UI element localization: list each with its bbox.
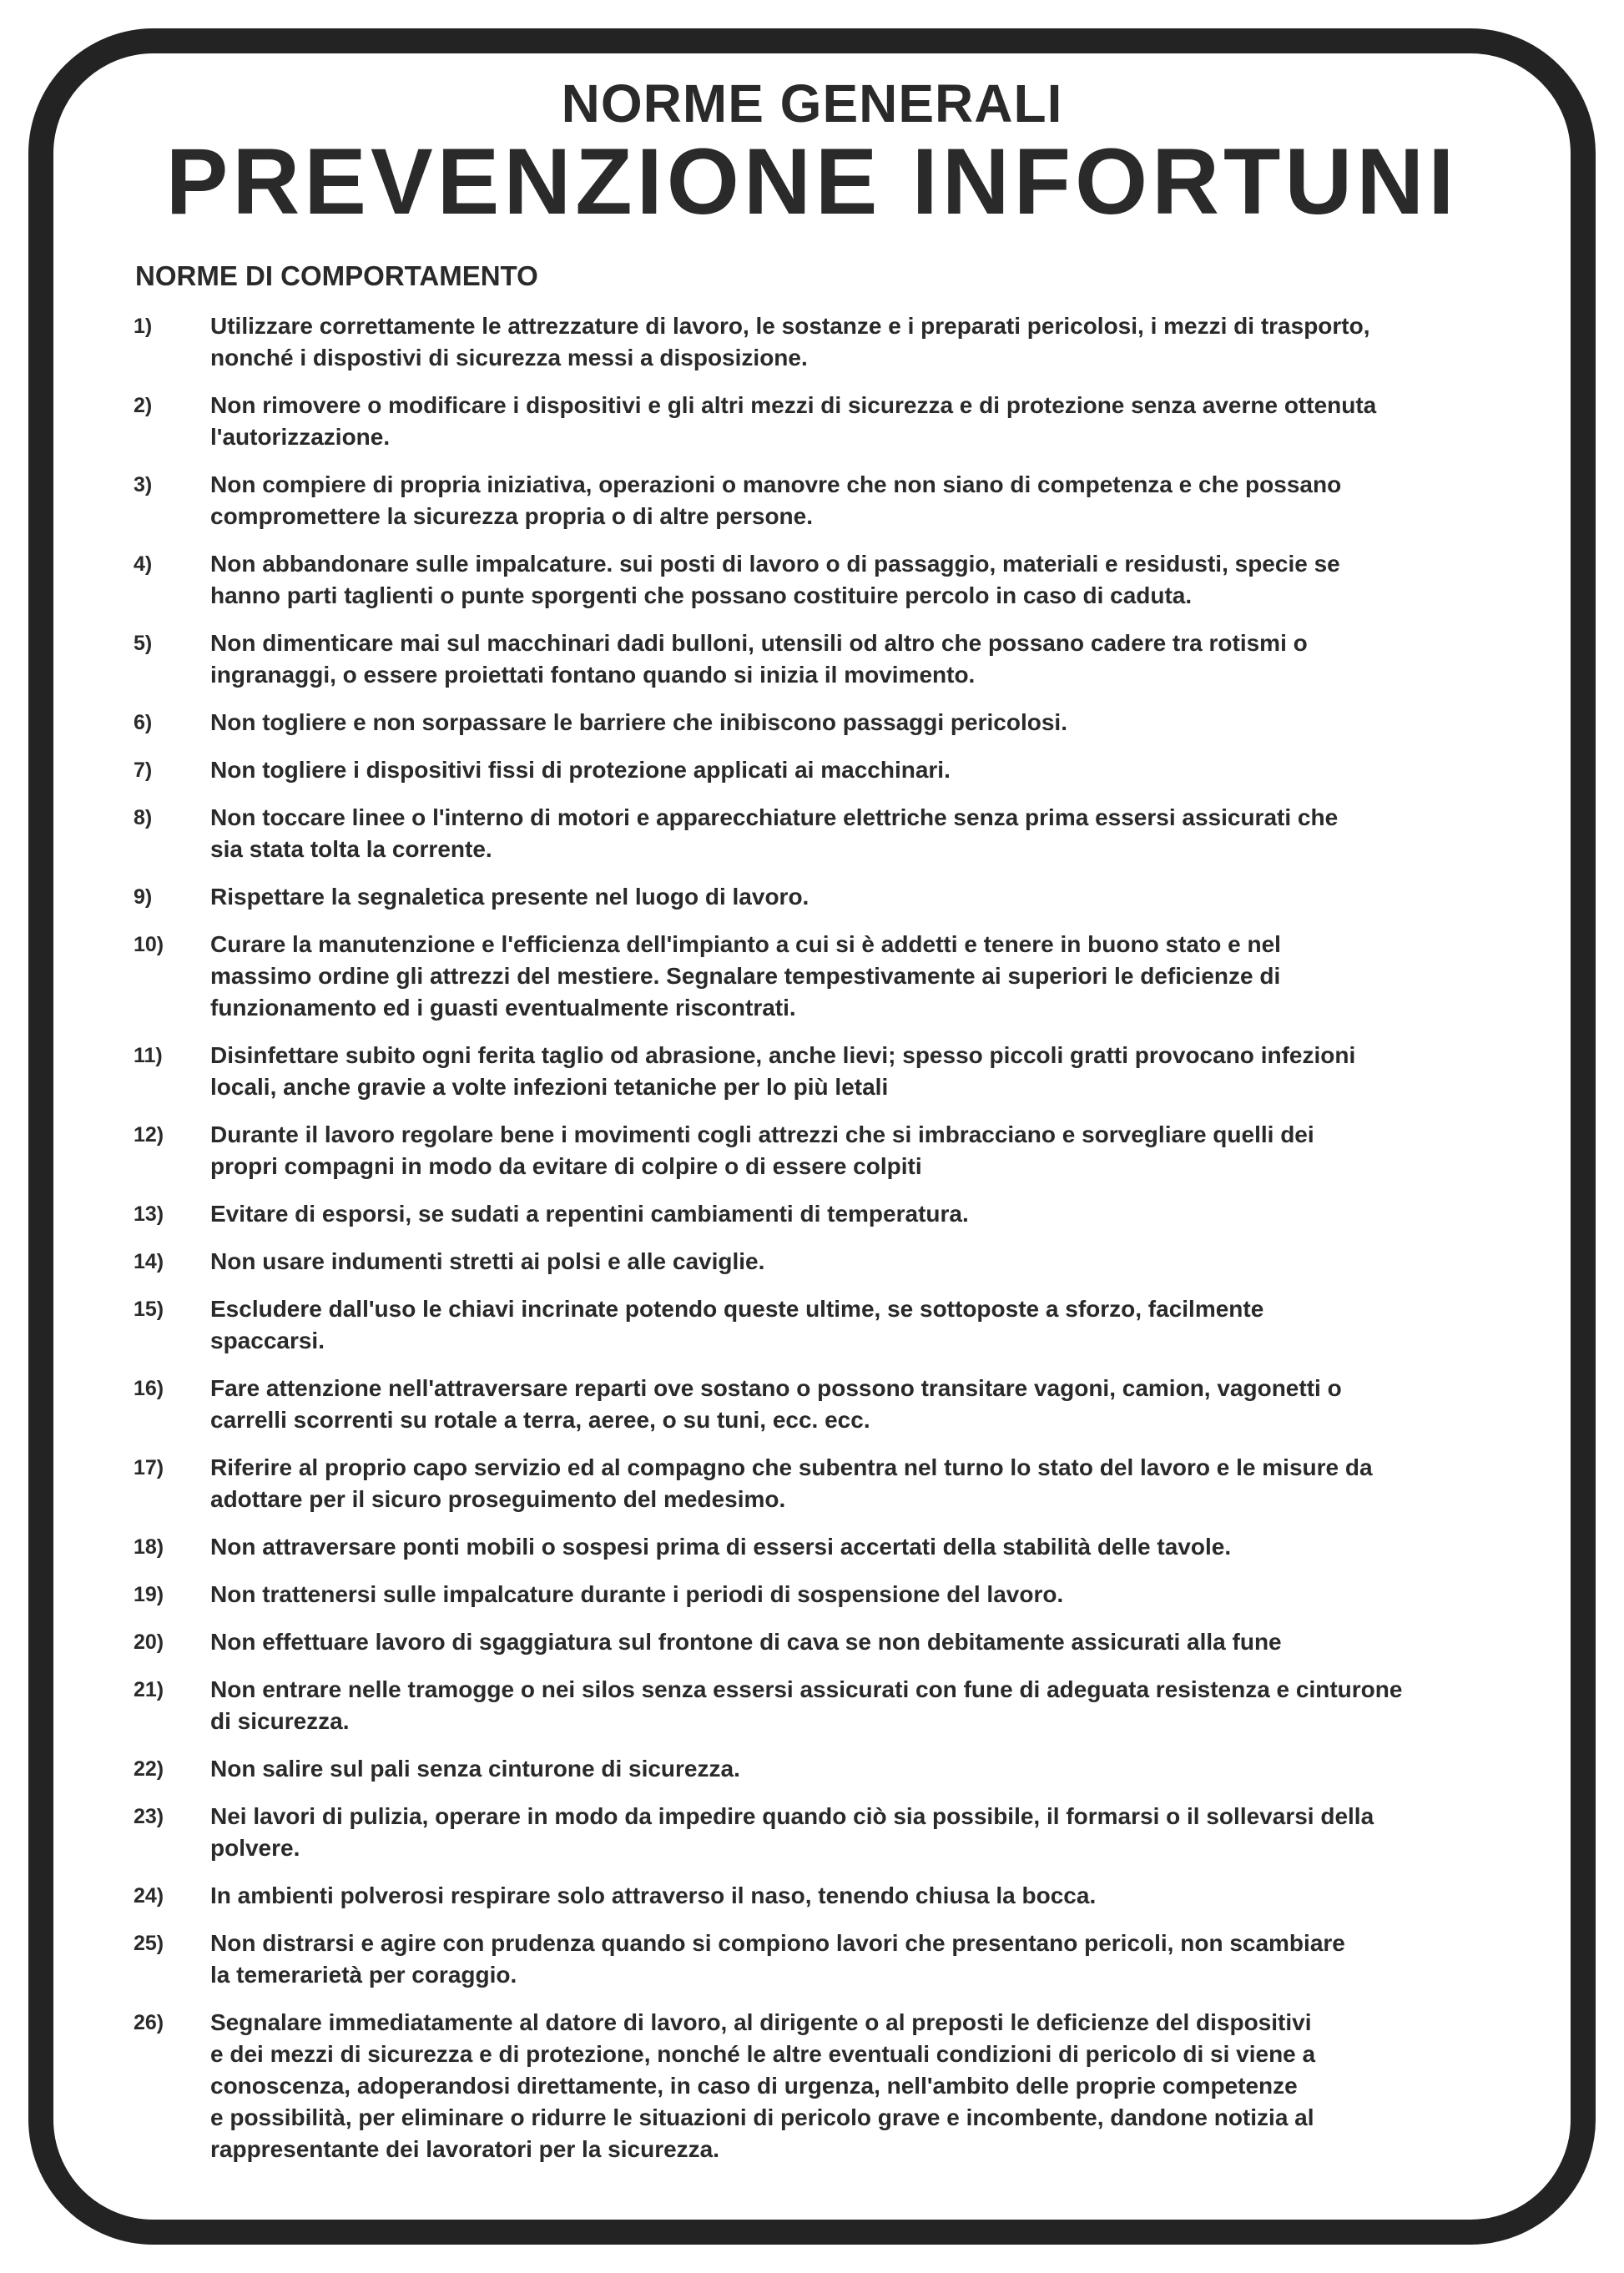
rule-number: 9) (134, 885, 153, 909)
rule-number: 11) (134, 1044, 163, 1067)
rule-number: 8) (134, 806, 153, 829)
rule-number: 2) (134, 394, 153, 417)
rule-text: Non salire sul pali senza cinturone di sicurezza. (210, 1756, 740, 1782)
rule-number: 4) (134, 552, 153, 576)
rules-list (134, 310, 1519, 2181)
rule-text: Riferire al proprio capo servizio ed al compagno che subentra nel turno lo stato del lavoro e le misure da adottare per il sicuro proseguimento del medesimo. (210, 1454, 1373, 1512)
rule-item (134, 469, 1519, 532)
rule-text: Non abbandonare sulle impalcature. sui posti di lavoro o di passaggio, materiali e residusti, specie se hanno parti taglienti o punte sporgenti che possano costituire percolo in caso di caduta. (210, 551, 1340, 608)
rule-number: 13) (134, 1202, 164, 1226)
rule-text: Utilizzare correttamente le attrezzature di lavoro, le sostanze e i preparati pericolosi, i mezzi di trasporto, nonché i dispostivi di sicurezza messi a disposizione. (210, 313, 1370, 370)
rule-item (134, 2007, 1519, 2165)
rule-number: 24) (134, 1884, 164, 1908)
rule-item (134, 802, 1519, 865)
rule-text: Rispettare la segnaletica presente nel luogo di lavoro. (210, 884, 809, 910)
rule-item (134, 1801, 1519, 1864)
rule-item (134, 929, 1519, 1024)
rule-item (134, 754, 1519, 786)
rule-number: 20) (134, 1630, 164, 1654)
rule-number: 12) (134, 1123, 164, 1147)
rule-text: Fare attenzione nell'attraversare reparti ove sostano o possono transitare vagoni, camion, vagonetti o carrelli scorrenti su rotale a terra, aeree, o su tuni, ecc. ecc. (210, 1375, 1342, 1433)
rule-number: 21) (134, 1678, 164, 1701)
rule-item (134, 1373, 1519, 1436)
rule-item (134, 707, 1519, 738)
rule-text: Non rimovere o modificare i dispositivi e gli altri mezzi di sicurezza e di protezione senza averne ottenuta l'autorizzazione. (210, 392, 1377, 450)
rule-item (134, 390, 1519, 453)
rule-item (134, 627, 1519, 691)
rule-item (134, 310, 1519, 374)
rule-number: 26) (134, 2011, 164, 2034)
rule-text: In ambienti polverosi respirare solo attraverso il naso, tenendo chiusa la bocca. (210, 1882, 1097, 1908)
rule-number: 10) (134, 933, 164, 956)
rule-text: Non effettuare lavoro di sgaggiatura sul frontone di cava se non debitamente assicurati alla fune (210, 1629, 1282, 1655)
rule-item (134, 1246, 1519, 1278)
title-line-2: PREVENZIONE INFORTUNI (165, 129, 1459, 234)
rule-number: 18) (134, 1535, 164, 1559)
rule-text: Non distrarsi e agire con prudenza quando si compiono lavori che presentano pericoli, non scambiare la temerarietà per coraggio. (210, 1930, 1345, 1988)
rule-item (134, 1880, 1519, 1912)
rule-number: 14) (134, 1250, 164, 1273)
rule-text: Non dimenticare mai sul macchinari dadi bulloni, utensili od altro che possano cadere tra rotismi o ingranaggi, o essere proiettati fontano quando si inizia il movimento. (210, 630, 1308, 688)
rule-text: Durante il lavoro regolare bene i movimenti cogli attrezzi che si imbracciano e sorvegliare quelli dei propri compagni in modo da evitare di colpire o di essere colpiti (210, 1121, 1314, 1179)
rule-text: Non togliere i dispositivi fissi di protezione applicati ai macchinari. (210, 757, 951, 783)
rule-item (134, 1293, 1519, 1357)
rule-item (134, 1531, 1519, 1563)
rule-text: Non compiere di propria iniziativa, operazioni o manovre che non siano di competenza e che possano compromettere la sicurezza propria o di altre persone. (210, 471, 1342, 529)
rule-text: Evitare di esporsi, se sudati a repentini cambiamenti di temperatura. (210, 1201, 969, 1227)
rule-text: Escludere dall'uso le chiavi incrinate potendo queste ultime, se sottoposte a sforzo, facilmente spaccarsi. (210, 1296, 1264, 1353)
rule-text: Non entrare nelle tramogge o nei silos senza essersi assicurati con fune di adeguata resistenza e cinturone di sicurezza. (210, 1676, 1403, 1734)
rule-item (134, 1928, 1519, 1991)
rule-number: 15) (134, 1298, 164, 1321)
rule-number: 23) (134, 1805, 164, 1828)
rule-item (134, 1753, 1519, 1785)
rule-item (134, 1198, 1519, 1230)
rule-number: 5) (134, 632, 153, 655)
rule-number: 17) (134, 1456, 164, 1479)
rule-number: 25) (134, 1932, 164, 1955)
rule-text: Non togliere e non sorpassare le barriere che inibiscono passaggi pericolosi. (210, 709, 1067, 735)
rule-item (134, 881, 1519, 913)
rule-item (134, 1119, 1519, 1182)
rule-number: 16) (134, 1377, 164, 1400)
rule-item (134, 1040, 1519, 1103)
rule-number: 7) (134, 759, 153, 782)
rule-text: Curare la manutenzione e l'efficienza dell'impianto a cui si è addetti e tenere in buono stato e nel massimo ordine gli attrezzi del mestiere. Segnalare tempestivamente ai superiori le deficienze di funzionamento ed i guasti eventualmente riscontrati. (210, 931, 1281, 1021)
rule-text: Non usare indumenti stretti ai polsi e alle caviglie. (210, 1248, 765, 1274)
rule-number: 6) (134, 711, 153, 734)
rule-text: Disinfettare subito ogni ferita taglio od abrasione, anche lievi; spesso piccoli gratti provocano infezioni locali, anche gravie a volte infezioni tetaniche per lo più letali (210, 1042, 1356, 1100)
rule-text: Non attraversare ponti mobili o sospesi prima di essersi accertati della stabilità delle tavole. (210, 1534, 1232, 1560)
rule-number: 22) (134, 1757, 164, 1781)
rule-item (134, 1674, 1519, 1737)
rule-number: 3) (134, 473, 153, 496)
rule-item (134, 1579, 1519, 1610)
rule-text: Segnalare immediatamente al datore di lavoro, al dirigente o al preposti le deficienze del dispositivi e dei mezzi di sicurezza e di protezione, nonché le altre eventuali condizioni di pericolo di si viene a conoscenza, adoperandosi direttamente, in caso di urgenza, nell'ambito delle proprie competenze e possibilità, per eliminare o ridurre le situazioni di pericolo grave e incombente, dandone notizia al rappresentante dei lavoratori per la sicurezza. (210, 2009, 1316, 2162)
rule-text: Non trattenersi sulle impalcature durante i periodi di sospensione del lavoro. (210, 1581, 1064, 1607)
rule-item (134, 1452, 1519, 1515)
rule-number: 19) (134, 1583, 164, 1606)
section-heading: NORME DI COMPORTAMENTO (135, 260, 538, 291)
rule-text: Non toccare linee o l'interno di motori e apparecchiature elettriche senza prima essersi assicurati che sia stata tolta la corrente. (210, 804, 1339, 862)
title-line-1: NORME GENERALI (561, 73, 1063, 134)
rule-text: Nei lavori di pulizia, operare in modo da impedire quando ciò sia possibile, il formarsi o il sollevarsi della polvere. (210, 1803, 1374, 1861)
rule-number: 1) (134, 315, 153, 338)
rule-item (134, 548, 1519, 612)
rule-item (134, 1626, 1519, 1658)
